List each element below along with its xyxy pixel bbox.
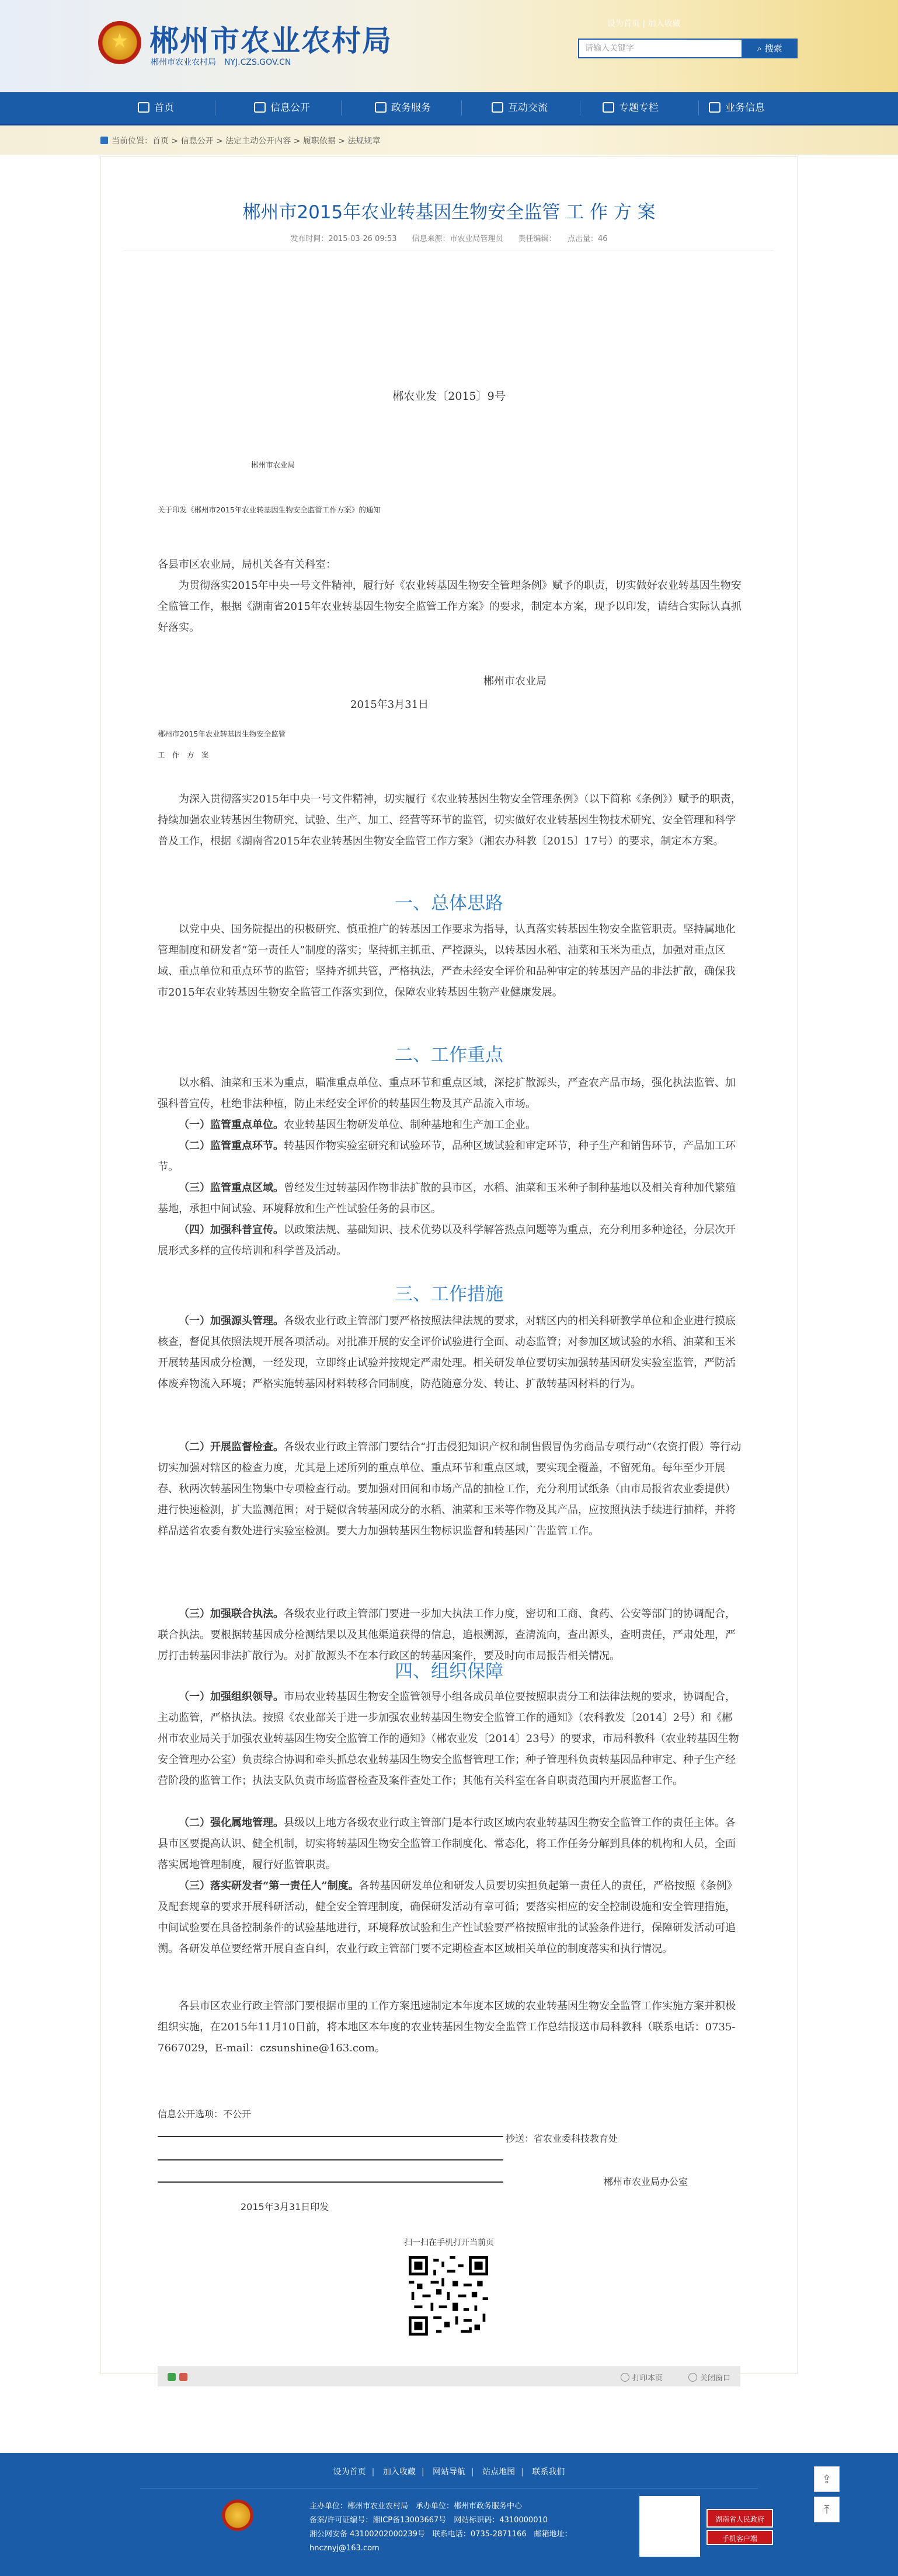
close-window-button[interactable]: 关闭窗口 [688, 2372, 730, 2383]
section-4-item: （二）强化属地管理。县级以上地方各级农业行政主管部门是本行政区域内农业转基因生物安全监管工作的责任主体。各县市区要提高认识、健全机制，切实将转基因生物安全监管工作制度化、常态化，将工作任务分解到具体的机构和人员，全面落实属地管理制度，履行好监管职责。 [158, 1817, 736, 1871]
issue-date: 2015年3月31日印发 [241, 2201, 329, 2212]
section-1-title: 一、总体思路 [395, 893, 503, 914]
share-weibo-icon[interactable] [179, 2373, 187, 2381]
article-title: 郴州市2015年农业转基因生物安全监管 工 作 方 案 [242, 202, 656, 223]
main-nav [0, 92, 898, 125]
mobile-client-badge[interactable]: 手机客户端 [706, 2530, 773, 2545]
home-icon [138, 102, 149, 113]
qr-label: 扫一扫在手机打开当前页 [404, 2238, 494, 2247]
footer-links: 设为首页 | 加入收藏 | 网站导航 | 站点地图 | 联系我们 [333, 2467, 565, 2477]
closing-paragraph: 各县市区农业行政主管部门要根据市里的工作方案迅速制定本年度本区域的农业转基因生物安全监管工作实施方案并积极组织实施，在2015年11月10日前，将本地区本年度的农业转基因生物安全监管工作总结报送市局科教科（联系电话：0735-7667029，E-mail：czsunshine@163.com。 [158, 2000, 736, 2054]
article-meta: 发布时间：2015-03-26 09:53 信息来源：市农业局管理员 责任编辑： 点击量：46 [290, 235, 608, 243]
footer-link-contact[interactable]: 联系我们 [532, 2467, 565, 2477]
nav-item-interaction[interactable]: 互动交流 [461, 92, 578, 124]
breadcrumb-info-public[interactable]: 信息公开 [180, 137, 214, 146]
section-4-item: （三）落实研发者“第一责任人”制度。各转基因研发单位和研发人员要切实担负起第一责任人的责任，严格按照《条例》及配套规章的要求开展科研活动，健全安全管理制度，确保研发活动有章可循；要落实相应的安全控制设施和安全管理措施，中间试验要在具备控制条件的试验基地进行，环境释放试验和生产性试验要严格按照审批的试验条件进行，保障研发活动可追溯。各研发单位要经常开展自查自纠，农业行政主管部门要不定期检查本区域相关单位的制度落实和执行情况。 [158, 1880, 737, 1955]
arrow-up-icon: ⤒ [824, 2502, 830, 2516]
site-name[interactable]: 郴州市农业农村局 [149, 23, 392, 58]
section-3-title: 三、工作措施 [395, 1284, 503, 1305]
nav-item-home[interactable]: 首页 [98, 92, 214, 124]
intro-paragraph: 为贯彻落实2015年中央一号文件精神，履行好《农业转基因生物安全管理条例》赋予的职责，切实做好农业转基因生物安全监管工作，根据《湖南省2015年农业转基因生物安全监管工作方案》的要求，制定本方案，现予以印发，请结合实际认真抓好落实。 [158, 580, 742, 634]
article-toolbar [158, 2366, 740, 2386]
section-2-item: （一）监管重点单位。农业转基因生物研发单位、制种基地和生产加工企业。 [179, 1119, 536, 1131]
grid-icon [709, 102, 721, 113]
search-input[interactable]: 请输入关键字 [578, 39, 742, 58]
breadcrumb: 当前位置：首页 > 信息公开 > 法定主动公开内容 > 履职依据 > 法规规章 [100, 135, 381, 146]
national-emblem-icon: ★ [98, 21, 141, 64]
section-2-item: （二）监管重点环节。转基因作物实验室研究和试验环节，品种区域试验和审定环节，种子生产和销售环节，产品加工环节。 [158, 1140, 736, 1173]
footer-info: 主办单位：郴州市农业农村局 承办单位：郴州市政务服务中心 备案/许可证编号：湘ICP备13003667号 网站标识码：4310000010 湘公网安备 43100202000239号 联系电话：0735-2871166 邮箱地址： hncznyj@163.com [309, 2502, 572, 2553]
section-3-item: （三）加强联合执法。各级农业行政主管部门要进一步加大执法工作力度，密切和工商、食药、公安等部门的协调配合，联合执法。要根据转基因成分检测结果以及其他渠道获得的信息，追根溯源，查清流向，查出源头，查明责任，严肃处理，严厉打击转基因非法扩散行为。对扩散源头不在本行政区的转基因案件，要及时向市局报告相关情况。 [158, 1608, 736, 1662]
breadcrumb-duty-basis[interactable]: 履职依据 [302, 137, 336, 146]
section-2-intro: 以水稻、油菜和玉米为重点，瞄准重点单位、重点环节和重点区域，深挖扩散源头，严查农产品市场，强化执法监管、加强科普宣传，杜绝非法种植，防止未经安全评价的转基因生物及其产品流入市场。 [158, 1077, 736, 1110]
divider [158, 2136, 503, 2137]
gov-emblem-icon [222, 2500, 253, 2531]
back-to-top-button[interactable] [814, 2497, 840, 2522]
nav-item-business-info[interactable]: 业务信息 [678, 92, 795, 124]
salutation: 各县市区农业局，局机关各有关科室： [158, 559, 336, 571]
site-subtitle: 郴州市农业农村局 NYJ.CZS.GOV.CN [151, 58, 291, 67]
section-2-item: （四）加强科普宣传。以政策法规、基础知识、技术优势以及科学解答热点问题等为重点，充分利用多种途径，分层次开展形式多样的宣传培训和科学普及活动。 [158, 1224, 736, 1257]
site-header [0, 0, 898, 92]
document-icon [254, 102, 266, 113]
section-3-item: （二）开展监督检查。各级农业行政主管部门要结合“打击侵犯知识产权和制售假冒伪劣商品专项行动”（农资打假）等行动切实加强对辖区的检查力度，尤其是上述所列的重点单位、重点环节和重点区域，要实现全覆盖，不留死角。每年至少开展春、秋两次转基因生物集中专项检查行动。要加强对田间和市场产品的抽检工作，充分利用试纸条（由市局报省农业委提供）进行快速检测，扩大监测范围；对于疑似含转基因成分的水稻、油菜和玉米等作物及其产品，应按照执法手续进行抽样，并将样品送省农委有数处进行实验室检测。要大力加强转基因生物标识监督和转基因广告监管工作。 [158, 1441, 742, 1537]
document-number: 郴农业发〔2015〕9号 [392, 390, 506, 403]
print-button[interactable]: 打印本页 [621, 2372, 663, 2383]
breadcrumb-regulations[interactable]: 法规规章 [347, 137, 381, 146]
plan-title-small: 郴州市2015年农业转基因生物安全监管 [158, 729, 286, 738]
top-links[interactable]: 设为首页 | 加入收藏 [607, 19, 681, 29]
footer-qr-code-icon [639, 2496, 700, 2557]
section-1-body: 以党中央、国务院提出的积极研究、慎重推广的转基因工作要求为指导，认真落实转基因生物安全监管职责。坚持属地化管理制度和研发者“第一责任人”制度的落实；坚持抓主抓重、严控源头，以转基因水稻、油菜和玉米为重点，加强对重点区域、重点单位和重点环节的监管；坚持齐抓共管，严格执法，严查未经安全评价和品种审定的转基因产品的非法扩散，确保我市2015年农业转基因生物安全监管工作落实到位，保障农业转基因生物产业健康发展。 [158, 923, 736, 999]
search-button-label: 搜索 [764, 43, 782, 54]
share-icon: ⇪ [822, 2472, 832, 2486]
footer-link-sitemap[interactable]: 站点地图 [482, 2467, 516, 2477]
breadcrumb-statutory[interactable]: 法定主动公开内容 [225, 137, 291, 146]
search-icon: ⌕ [757, 43, 765, 54]
nav-item-gov-service[interactable]: 政务服务 [344, 92, 461, 124]
print-icon [621, 2373, 629, 2382]
section-4-title: 四、组织保障 [395, 1661, 503, 1682]
breadcrumb-bar [0, 125, 898, 155]
plan-intro: 为深入贯彻落实2015年中央一号文件精神，切实履行《农业转基因生物安全管理条例》（以下简称《条例》）赋予的职责，持续加强农业转基因生物研究、试验、生产、加工、经营等环节的监管，切实做好农业转基因生物技术研究、安全管理和科学普及工作，根据《湖南省2015年农业转基因生物安全监管工作方案》（湘农办科教〔2015〕17号）的要求，制定本方案。 [158, 793, 742, 847]
section-3-item: （一）加强源头管理。各级农业行政主管部门要严格按照法律法规的要求，对辖区内的相关科研教学单位和企业进行摸底核查，督促其依照法规开展各项活动。对批准开展的安全评价试验进行全面、动态监管；对参加区域试验的水稻、油菜和玉米开展转基因成分检测，一经发现，立即终止试验并按规定严肃处理。相关研发单位要切实加强转基因研发实验室监管，严防活体废弃物流入环境；严格实施转基因材料转移合同制度，防范随意分发、转让、扩散转基因材料的行为。 [158, 1315, 736, 1390]
share-float-button[interactable] [814, 2466, 840, 2492]
share-wechat-icon[interactable] [168, 2373, 176, 2381]
location-icon [100, 137, 108, 144]
gov-site-badge[interactable]: 湖南省人民政府 [706, 2509, 773, 2528]
notice-title: 关于印发《郴州市2015年农业转基因生物安全监管工作方案》的通知 [158, 505, 381, 514]
close-icon [688, 2373, 697, 2382]
breadcrumb-home[interactable]: 首页 [152, 137, 169, 146]
sign-date: 2015年3月31日 [350, 699, 429, 711]
divider [158, 2159, 503, 2160]
footer-link-home[interactable]: 设为首页 [333, 2467, 366, 2477]
edit-icon [375, 102, 387, 113]
search-button[interactable] [742, 39, 798, 58]
plan-title-small-2: 工 作 方 案 [158, 751, 209, 759]
section-4-item: （一）加强组织领导。市局农业转基因生物安全监管领导小组各成员单位要按照职责分工和法律法规的要求，协调配合，主动监管，严格执法。按照《农业部关于进一步加强农业转基因生物安全监管工作的通知》（农科教发〔2014〕2号）和《郴州市农业局关于加强农业转基因生物安全监管工作的通知》（郴农业发〔2014〕23号）的要求，市局科教科（农业转基因生物安全管理办公室）负责综合协调和牵头抓总农业转基因生物安全监督管理工作；种子管理科负责转基因品种审定、种子生产经营阶段的监管工作；执法支队负责市场监督检查及案件查处工作；其他有关科室在各自职责范围内开展监督工作。 [158, 1691, 739, 1787]
sign-org: 郴州市农业局 [483, 675, 547, 687]
qr-code-icon [409, 2256, 488, 2336]
nav-item-info-public[interactable]: 信息公开 [224, 92, 340, 124]
nav-item-topics[interactable]: 专题专栏 [572, 92, 689, 124]
section-2-item: （三）监管重点区域。曾经发生过转基因作物非法扩散的县市区，水稻、油菜和玉米种子制种基地以及相关育种加代繁殖基地，承担中间试验、环境释放和生产性试验任务的县市区。 [158, 1182, 736, 1215]
footer-link-favorite[interactable]: 加入收藏 [382, 2467, 416, 2477]
sender: 郴州市农业局 [251, 460, 295, 469]
issuer: 郴州市农业局办公室 [604, 2176, 688, 2187]
footer-link-nav[interactable]: 网站导航 [433, 2467, 465, 2477]
cc-line: 抄送：省农业委科技教育处 [506, 2133, 618, 2144]
public-option: 信息公开选项：不公开 [158, 2109, 252, 2120]
divider [158, 2181, 503, 2183]
section-2-title: 二、工作重点 [395, 1045, 503, 1066]
layers-icon [603, 102, 614, 113]
chat-icon [492, 102, 503, 113]
site-footer [0, 2453, 898, 2576]
